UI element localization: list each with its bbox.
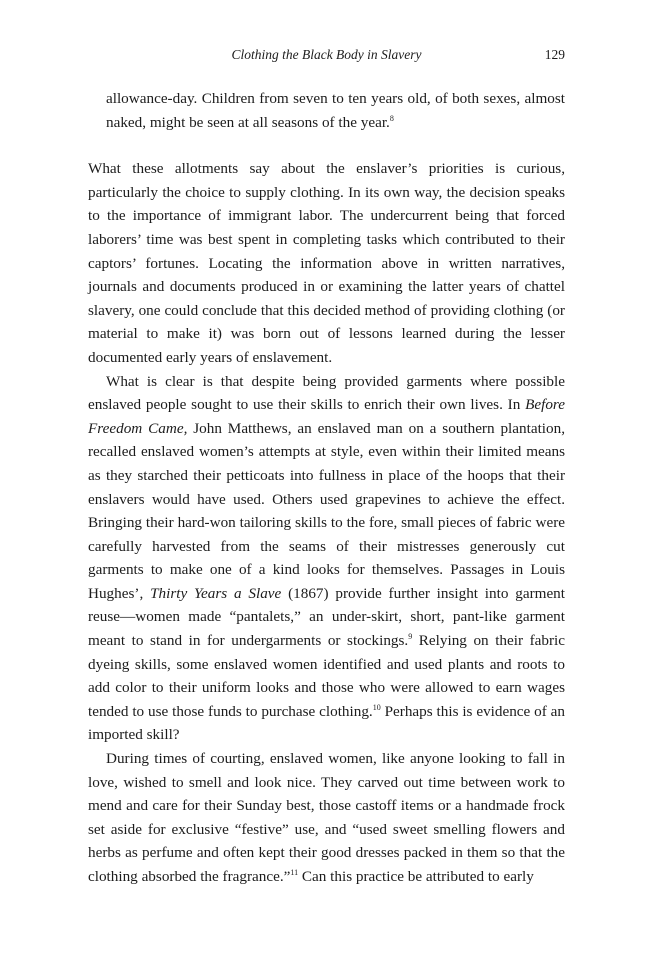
running-head — [88, 46, 565, 66]
paragraph-text: Relying on their fabric dyeing skills, some enslaved women identified and used plants and roots to add color to their uniform looks and those who were allowed to earn wages tended to use those funds to purchase clothing. — [88, 632, 565, 720]
footnote-marker: 10 — [372, 702, 381, 712]
book-title: Before Freedom Came, — [88, 396, 565, 437]
paragraph-text: Perhaps this is evidence of an imported skill? — [88, 702, 565, 744]
footnote-marker: 9 — [408, 632, 413, 642]
paragraph — [88, 370, 565, 748]
footnote-marker: 11 — [290, 868, 299, 877]
paragraph-text: What is clear is that despite being provided garments where possible enslaved people sought to use their skills to enrich their own lives. In — [88, 372, 565, 414]
footnote-marker: 8 — [389, 113, 394, 123]
paragraph-text: (1867) provide further insight into garment reuse—women made “pantalets,” an under-skirt, short, pant-like garment meant to stand in for undergarments or stockings. — [88, 584, 565, 650]
block-quote-text: allowance-day. Children from seven to ten years old, of both sexes, almost naked, might be seen at all seasons of the year. — [106, 90, 565, 131]
page-number: 129 — [544, 47, 565, 62]
paragraph — [88, 747, 565, 889]
block-quote — [106, 87, 565, 134]
running-head-title: Clothing the Black Body in Slavery — [231, 47, 422, 62]
paragraph-text: Can this practice be attributed to early — [298, 868, 534, 885]
paragraph-text: What these allotments say about the enslaver’s priorities is curious, particularly the choice to supply clothing. In its own way, the decision speaks to the importance of immigrant labor. The undercurrent being that forced laborers’ time was best spent in completing tasks which contributed to their captors’ fortunes. Locating the information above in written narratives, journals and documents produced in or examining the latter years of chattel slavery, one could conclude that this decided method of providing clothing (or material to make it) was born out of lessons learned during the lesser documented early years of enslavement. — [88, 160, 565, 366]
body-text — [88, 87, 565, 889]
paragraph — [88, 157, 565, 369]
paragraph-text: During times of courting, enslaved women, like anyone looking to fall in love, wished to smell and look nice. They carved out time between work to mend and care for their Sunday best, those castoff items or a handmade frock set aside for exclusive “festive” use, and “used sweet smelling flowers and herbs as perfume and often kept their good dresses packed in them so that the clothing absorbed the fragrance.” — [88, 750, 565, 885]
book-title: Thirty Years a Slave — [150, 584, 282, 602]
paragraph-text: John Matthews, an enslaved man on a southern plantation, recalled enslaved women’s attempts at style, even within their limited means as they starched their petticoats into fullness in place of the hoops that their enslavers would have used. Others used grapevines to achieve the effect. Bringing their hard-won tailoring skills to the fore, small pieces of fabric were carefully harvested from the seams of their mistresses generously cut garments to make one of a kind looks for themselves. Passages in Louis Hughes’, — [88, 419, 565, 602]
